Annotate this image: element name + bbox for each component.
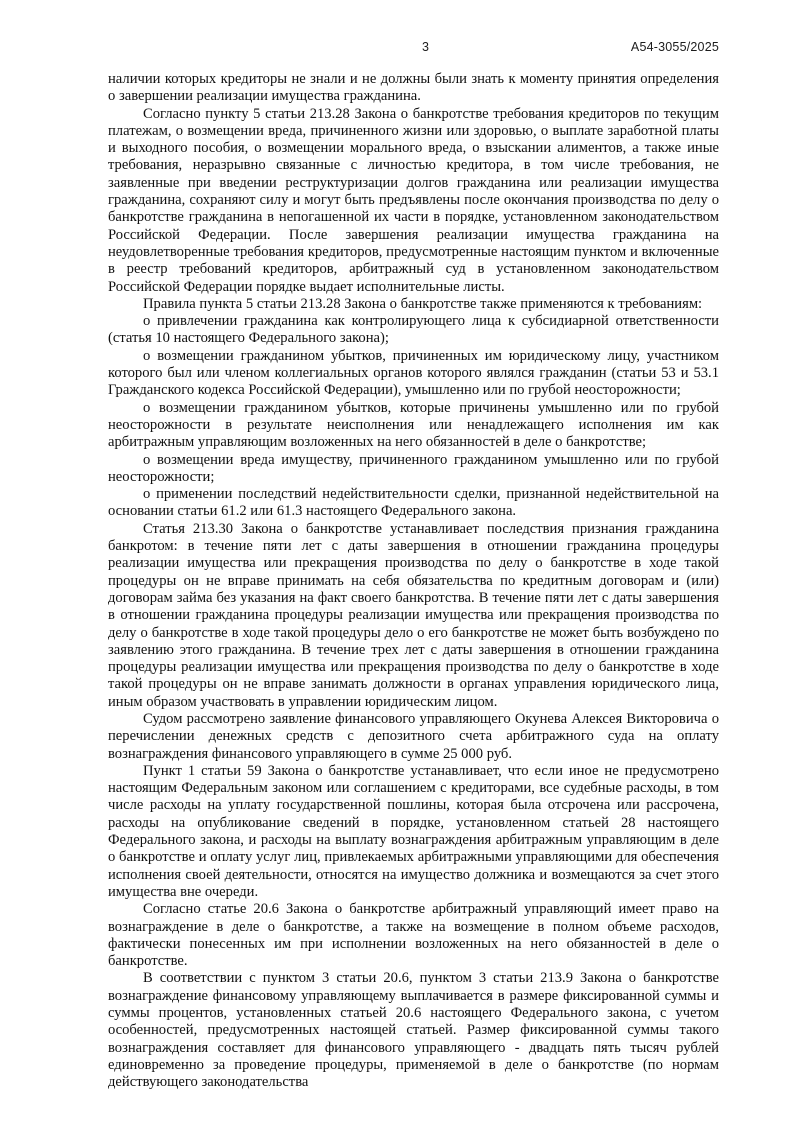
body-paragraph: о привлечении гражданина как контролирующего лица к субсидиарной ответственности (статья 10 настоящего Федерального закона); bbox=[108, 313, 719, 347]
body-paragraph: о возмещении гражданином убытков, которые причинены умышленно или по грубой неосторожности в результате неисполнения или ненадлежащего исполнения им как арбитражным управляющим возложенных на него обязанностей в деле о банкротстве; bbox=[108, 399, 719, 451]
body-paragraph: о применении последствий недействительности сделки, признанной недействительной на основании статьи 61.2 или 61.3 настоящего Федерального закона. bbox=[108, 486, 719, 520]
document-body bbox=[108, 71, 719, 1092]
body-paragraph: Пункт 1 статьи 59 Закона о банкротстве устанавливает, что если иное не предусмотрено настоящим Федеральным законом или соглашением с кредиторами, все судебные расходы, в том числе расходы на уплату государственной пошлины, которая была отсрочена или рассрочена, расходы на опубликование сведений в порядке, установленном статьей 28 настоящего Федерального закона, и расходы на выплату вознаграждения арбитражным управляющим в деле о банкротстве и оплату услуг лиц, привлекаемых арбитражными управляющими для обеспечения исполнения своей деятельности, относятся на имущество должника и возмещаются за счет этого имущества вне очереди. bbox=[108, 762, 719, 900]
body-paragraph: Согласно пункту 5 статьи 213.28 Закона о банкротстве требования кредиторов по текущим платежам, о возмещении вреда, причиненного жизни или здоровью, о выплате заработной платы и выходного пособия, о возмещении морального вреда, о взыскании алиментов, а также иные требования, неразрывно связанные с личностью кредитора, в том числе требования, не заявленные при введении реструктуризации долгов гражданина или реализации имущества гражданина, сохраняют силу и могут быть предъявлены после окончания производства по делу о банкротстве гражданина в непогашенной их части в порядке, установленном законодательством Российской Федерации. После завершения реализации имущества гражданина на неудовлетворенные требования кредиторов, предусмотренные настоящим пунктом и включенные в реестр требований кредиторов, арбитражный суд в установленном законодательством Российской Федерации порядке выдает исполнительные листы. bbox=[108, 105, 719, 295]
body-paragraph: Статья 213.30 Закона о банкротстве устанавливает последствия признания гражданина банкротом: в течение пяти лет с даты завершения в отношении гражданина процедуры реализации имущества или прекращения производства по делу о банкротстве в ходе такой процедуры он не вправе принимать на себя обязательства по кредитным договорам и (или) договорам займа без указания на факт своего банкротства. В течение пяти лет с даты завершения в отношении гражданина процедуры реализации имущества или прекращения производства по делу о банкротстве в ходе такой процедуры дело о его банкротстве не может быть возбуждено по заявлению этого гражданина. В течение трех лет с даты завершения в отношении гражданина процедуры реализации имущества или прекращения производства по делу о банкротстве в ходе такой процедуры он не вправе занимать должности в органах управления юридического лица, иным образом участвовать в управлении юридическим лицом. bbox=[108, 520, 719, 710]
page-number: 3 bbox=[422, 40, 429, 54]
body-paragraph: Согласно статье 20.6 Закона о банкротстве арбитражный управляющий имеет право на вознаграждение в деле о банкротстве, а также на возмещение в полном объеме расходов, фактически понесенных им при исполнении возложенных на него обязанностей в деле о банкротстве. bbox=[108, 901, 719, 970]
body-paragraph: В соответствии с пунктом 3 статьи 20.6, пунктом 3 статьи 213.9 Закона о банкротстве вознаграждение финансовому управляющему выплачивается в размере фиксированной суммы и суммы процентов, установленных статьей 20.6 настоящего Федерального закона, с учетом особенностей, предусмотренных настоящей статьей. Размер фиксированной суммы такого вознаграждения составляет для финансового управляющего - двадцать пять тысяч рублей единовременно за проведение процедуры, применяемой в деле о банкротстве (по нормам действующего законодательства bbox=[108, 970, 719, 1091]
body-paragraph: о возмещении гражданином убытков, причиненных им юридическому лицу, участником которого был или членом коллегиальных органов которого являлся гражданин (статьи 53 и 53.1 Гражданского кодекса Российской Федерации), умышленно или по грубой неосторожности; bbox=[108, 347, 719, 399]
case-number: А54-3055/2025 bbox=[630, 40, 719, 54]
body-paragraph: Судом рассмотрено заявление финансового управляющего Окунева Алексея Викторовича о перечислении денежных средств с депозитного счета арбитражного суда на оплату вознаграждения финансового управляющего в сумме 25 000 руб. bbox=[108, 710, 719, 762]
body-paragraph: Правила пункта 5 статьи 213.28 Закона о банкротстве также применяются к требованиям: bbox=[143, 295, 703, 312]
body-paragraph: о возмещении вреда имуществу, причиненного гражданином умышленно или по грубой неосторожности; bbox=[108, 451, 719, 485]
page-header bbox=[108, 40, 719, 56]
body-paragraph: наличии которых кредиторы не знали и не должны были знать к моменту принятия определения о завершении реализации имущества гражданина. bbox=[108, 71, 719, 105]
